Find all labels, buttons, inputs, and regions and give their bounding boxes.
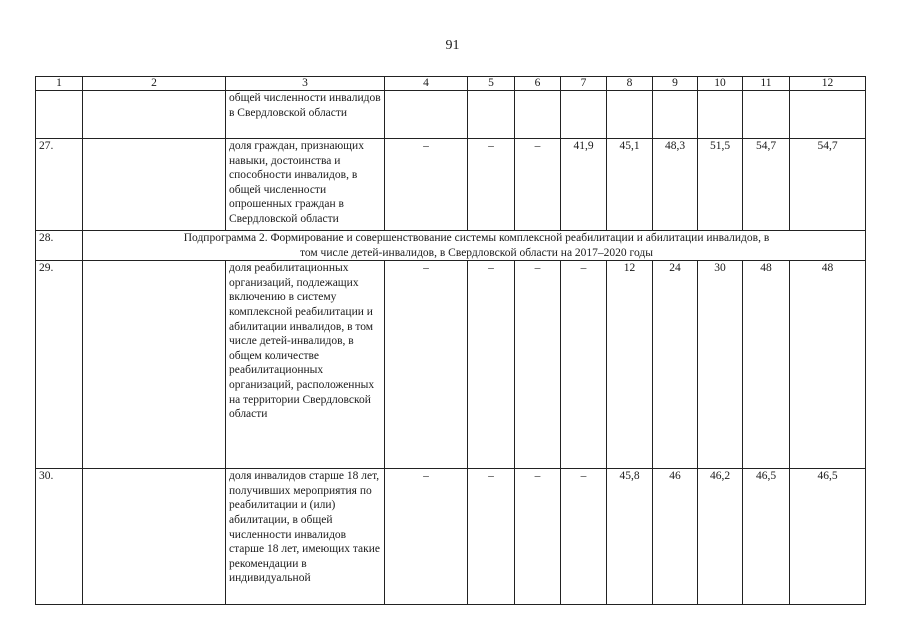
header-cell: 6 [515, 77, 561, 91]
value-cell: – [515, 139, 561, 231]
value-cell: – [468, 261, 515, 469]
value-cell: 30 [698, 261, 743, 469]
value-cell: – [385, 261, 468, 469]
header-cell: 2 [83, 77, 226, 91]
table-row [36, 261, 866, 469]
empty-cell [83, 469, 226, 605]
table-row [36, 469, 866, 605]
header-cell: 10 [698, 77, 743, 91]
value-cell: 46 [653, 469, 698, 605]
table-header-row [36, 77, 866, 91]
indicators-table [35, 76, 866, 605]
page-number: 91 [445, 38, 460, 53]
row-number-cell [36, 91, 83, 139]
value-cell: 45,1 [607, 139, 653, 231]
row-number: 27. [36, 139, 83, 231]
value-cell: 48 [743, 261, 790, 469]
empty-cell [653, 91, 698, 139]
value-cell: – [515, 469, 561, 605]
value-cell: 48,3 [653, 139, 698, 231]
header-cell: 3 [226, 77, 385, 91]
header-cell: 5 [468, 77, 515, 91]
empty-cell [83, 139, 226, 231]
subprogram-row [36, 231, 866, 261]
indicator-text: общей численности инвалидов в Свердловской области [226, 91, 385, 139]
value-cell: 45,8 [607, 469, 653, 605]
empty-cell [515, 91, 561, 139]
value-cell: 46,5 [743, 469, 790, 605]
value-cell: 12 [607, 261, 653, 469]
header-cell: 1 [36, 77, 83, 91]
header-cell: 8 [607, 77, 653, 91]
value-cell: 46,2 [698, 469, 743, 605]
header-cell: 4 [385, 77, 468, 91]
indicator-text: доля инвалидов старше 18 лет, получивших мероприятия по реабилитации и (или) абилитации, в общей численности инвалидов старше 18 лет, имеющих такие рекомендации в индивидуальной [226, 469, 385, 605]
empty-cell [561, 91, 607, 139]
indicator-text: доля реабилитационных организаций, подлежащих включению в систему комплексной реабилитации и абилитации инвалидов, в том числе детей-инвалидов, в общем количестве реабилитационных организаций, расположенных на территории Свердловской области [226, 261, 385, 469]
value-cell: – [468, 139, 515, 231]
value-cell: 54,7 [790, 139, 866, 231]
value-cell: – [561, 469, 607, 605]
value-cell: 51,5 [698, 139, 743, 231]
header-cell: 11 [743, 77, 790, 91]
empty-cell [790, 91, 866, 139]
value-cell: – [385, 139, 468, 231]
empty-cell [83, 91, 226, 139]
empty-cell [385, 91, 468, 139]
value-cell: – [468, 469, 515, 605]
value-cell: 41,9 [561, 139, 607, 231]
row-number: 30. [36, 469, 83, 605]
value-cell: 54,7 [743, 139, 790, 231]
table-row [36, 91, 866, 139]
header-cell: 7 [561, 77, 607, 91]
header-cell: 9 [653, 77, 698, 91]
empty-cell [83, 261, 226, 469]
value-cell: – [385, 469, 468, 605]
value-cell: – [561, 261, 607, 469]
table-row [36, 139, 866, 231]
row-number: 28. [36, 231, 83, 261]
empty-cell [743, 91, 790, 139]
subprogram-title: Подпрограмма 2. Формирование и совершенствование системы комплексной реабилитации и абилитации инвалидов, в том числе детей-инвалидов, в Свердловской области на 2017–2020 годы [83, 231, 866, 261]
header-cell: 12 [790, 77, 866, 91]
value-cell: 24 [653, 261, 698, 469]
value-cell: 48 [790, 261, 866, 469]
empty-cell [468, 91, 515, 139]
value-cell: 46,5 [790, 469, 866, 605]
empty-cell [698, 91, 743, 139]
row-number: 29. [36, 261, 83, 469]
empty-cell [607, 91, 653, 139]
indicator-text: доля граждан, признающих навыки, достоинства и способности инвалидов, в общей численности опрошенных граждан в Свердловской области [226, 139, 385, 231]
value-cell: – [515, 261, 561, 469]
